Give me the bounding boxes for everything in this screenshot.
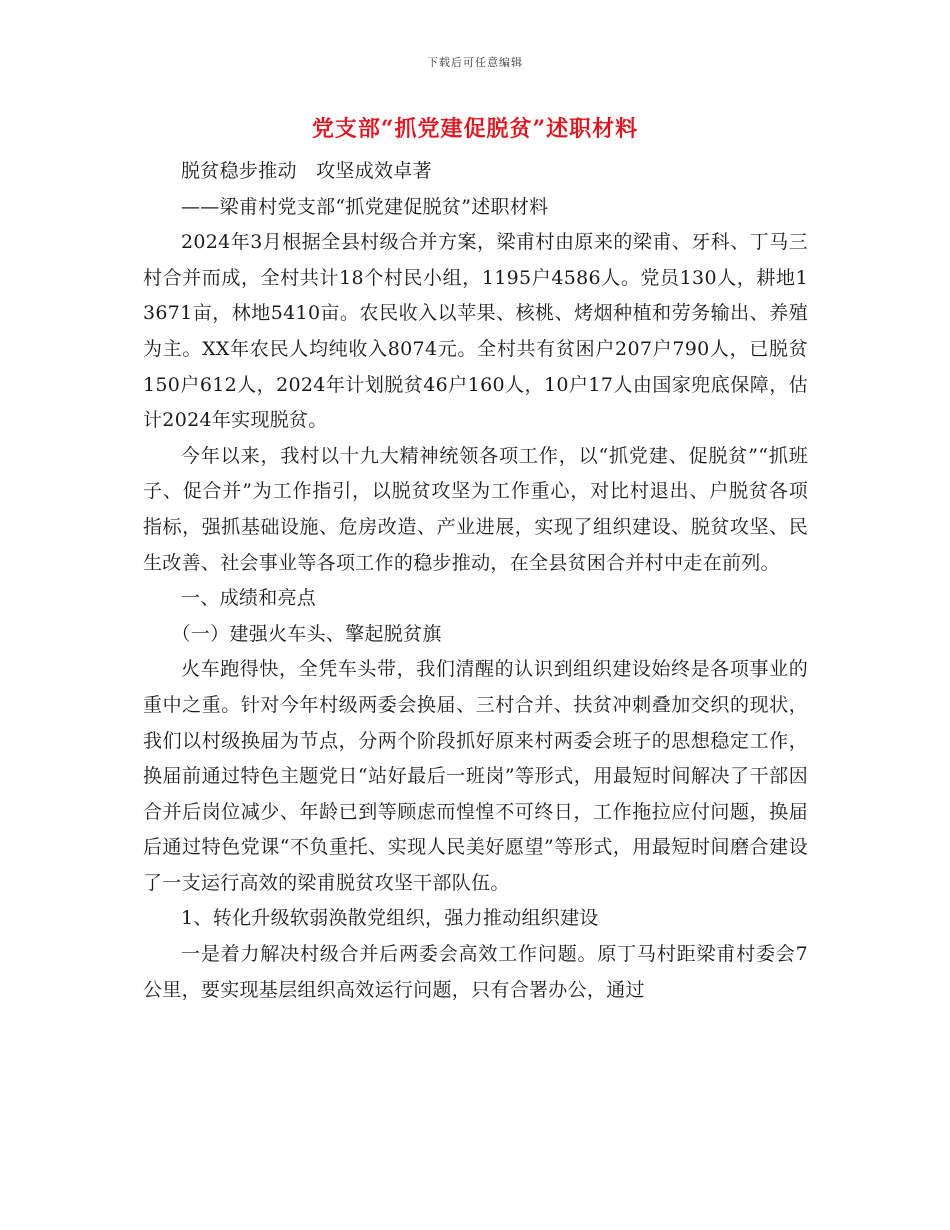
paragraph-organization: 火车跑得快，全凭车头带，我们清醒的认识到组织建设始终是各项事业的重中之重。针对今年村级两委会换届、三村合并、扶贫冲刺叠加交织的现状，我们以村级换届为节点，分两个阶段抓好原来村两委会班子的思想稳定工作，换届前通过特色主题党日“站好最后一班岗”等形式，用最短时间解决了干部因合并后岗位减少、年龄已到等顾虑而惶惶不可终日，工作拖拉应付问题，换届后通过特色党课“不负重托、实现人民美好愿望”等形式，用最短时间磨合建设了一支运行高效的梁甫脱贫攻坚干部队伍。 bbox=[143, 658, 808, 894]
item-heading: 1、转化升级软弱涣散党组织，强力推动组织建设 bbox=[181, 907, 599, 930]
paragraph-overview: 2024年3月根据全县村级合并方案，梁甫村由原来的梁甫、牙科、丁马三村合并而成，全村共计18个村民小组，1195户4586人。党员130人，耕地13671亩，林地5410亩。农民收入以苹果、核桃、烤烟种植和劳务输出、养殖为主。XX年农民人均纯收入8074元。全村共有贫困户207户790人，已脱贫150户612人，2024年计划脱贫46户160人，10户17人由国家兜底保障，估计2024年实现脱贫。 bbox=[143, 231, 808, 432]
paragraph-first-point: 一是着力解决村级合并后两委会高效工作问题。原丁马村距梁甫村委会7公里，要实现基层组织高效运行问题，只有合署办公，通过 bbox=[143, 943, 808, 1001]
document-title: 党支部“抓党建促脱贫”述职材料 bbox=[311, 116, 639, 142]
document-body bbox=[143, 154, 808, 1008]
paragraph-work-summary: 今年以来，我村以十九大精神统领各项工作，以“抓党建、促脱贫”“抓班子、促合并”为工作指引，以脱贫攻坚为工作重心，对比村退出、户脱贫各项指标，强抓基础设施、危房改造、产业进展，实现了组织建设、脱贫攻坚、民生改善、社会事业等各项工作的稳步推动，在全县贫困合并村中走在前列。 bbox=[143, 444, 808, 574]
subsection-heading: （一）建强火车头、擎起脱贫旗 bbox=[171, 622, 442, 645]
subtitle-slogan: 脱贫稳步推动 攻坚成效卓著 bbox=[181, 160, 432, 182]
subtitle-source: ——梁甫村党支部“抓党建促脱贫”述职材料 bbox=[181, 195, 549, 218]
section-heading: 一、成绩和亮点 bbox=[181, 587, 317, 610]
header-note: 下载后可任意编辑 bbox=[427, 56, 523, 69]
